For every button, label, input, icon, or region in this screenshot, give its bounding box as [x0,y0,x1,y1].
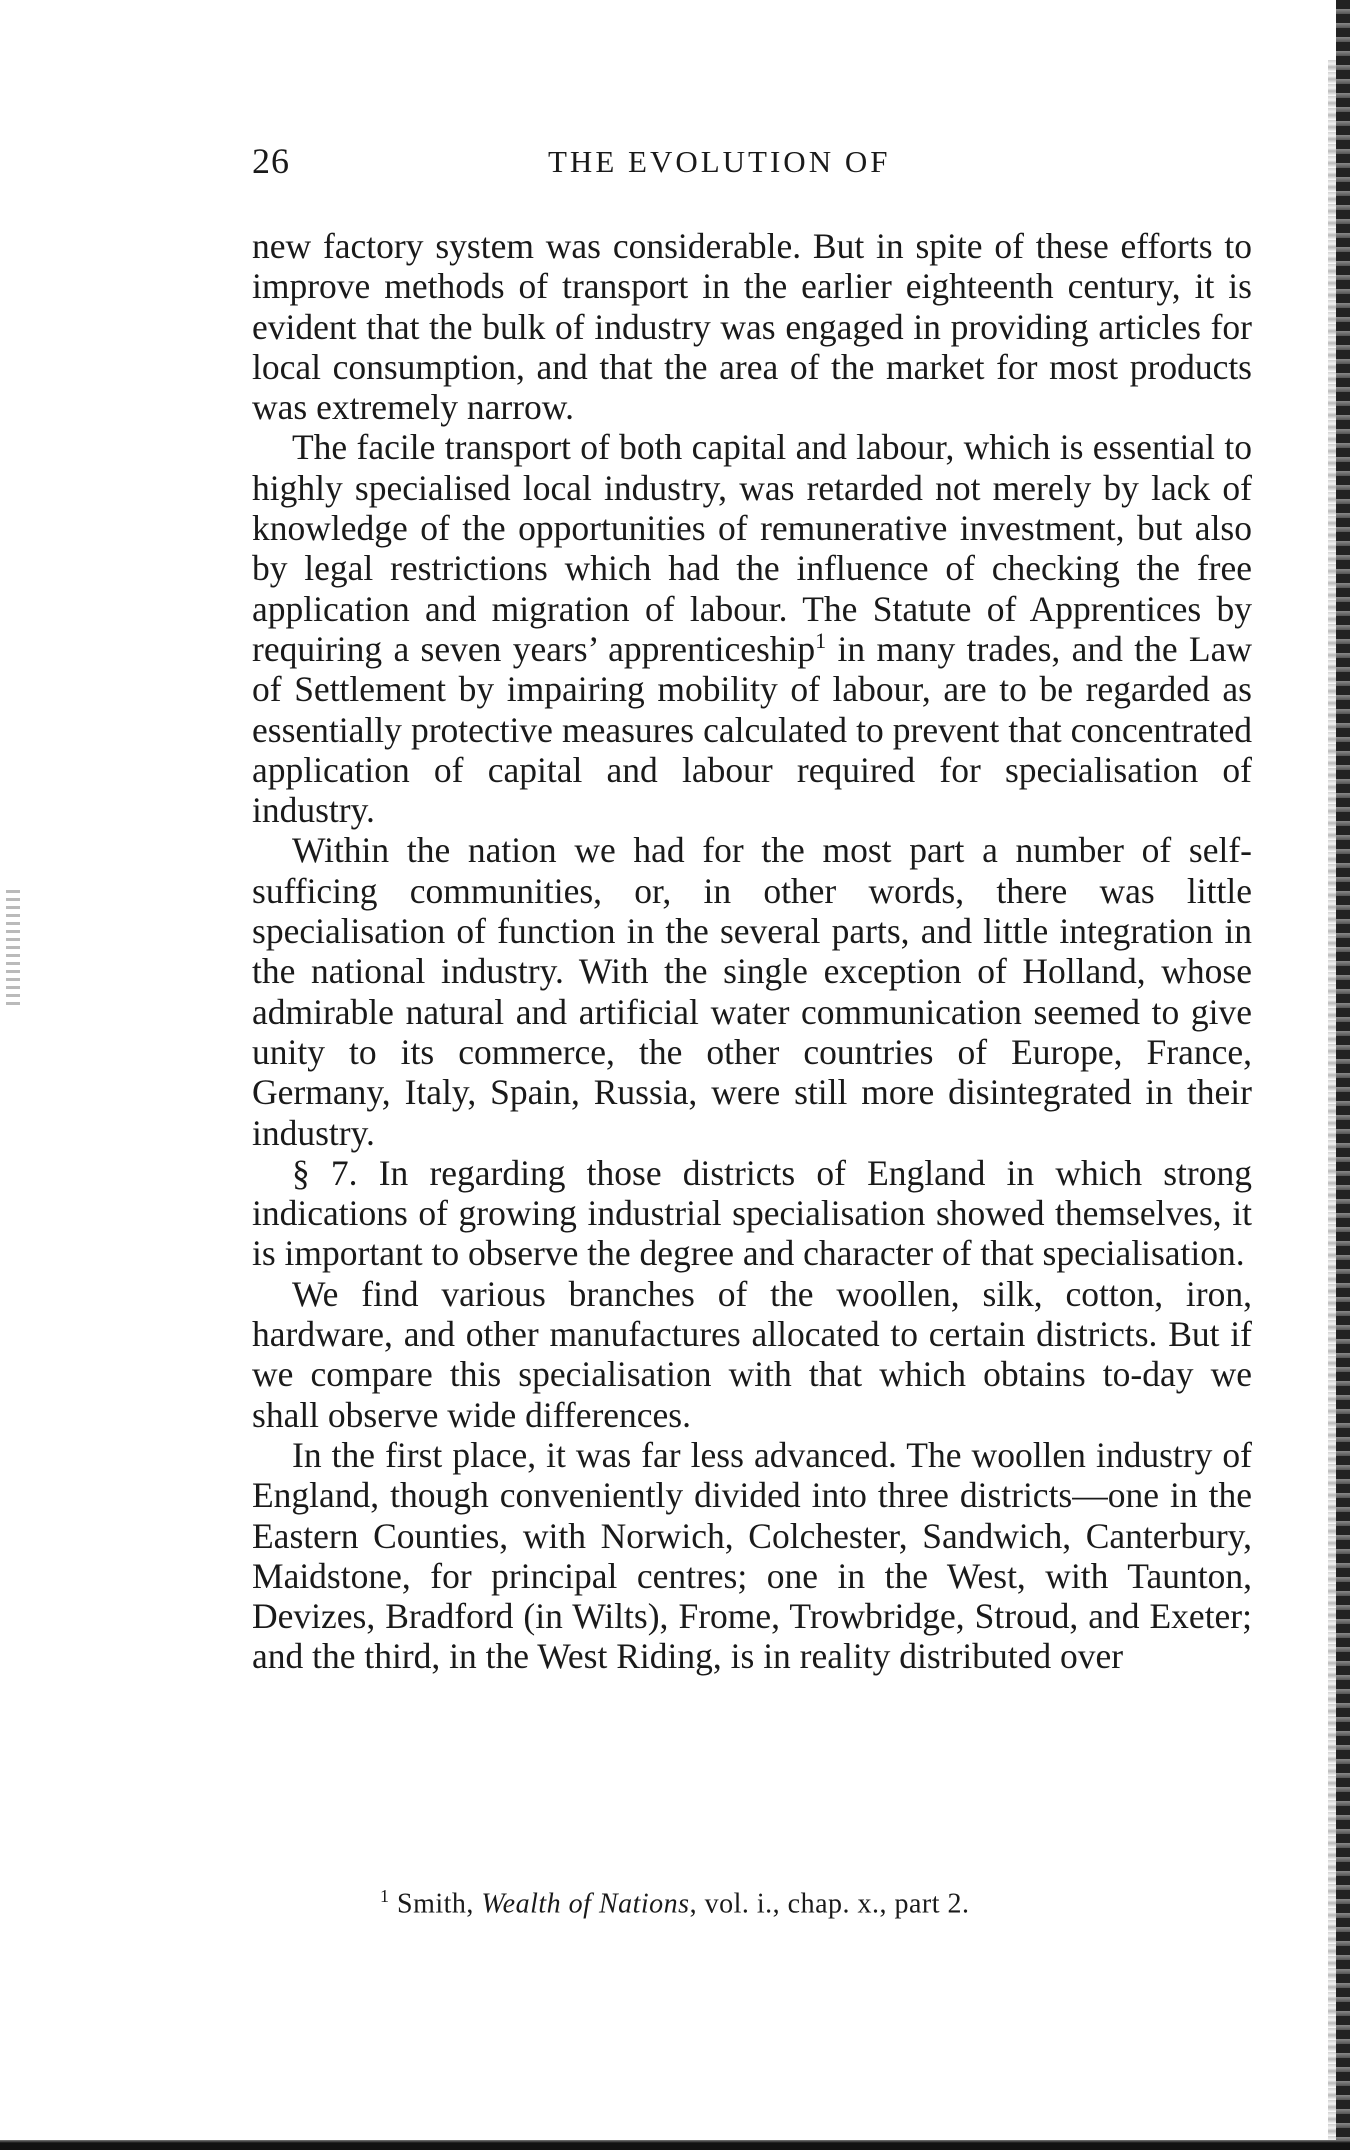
body-text [252,226,1252,1677]
paragraph-4-section-7: § 7. In regarding those districts of England in which strong indications of growing industrial specialisation showed themselves, it is important to observe the degree and character of that specialisation. [252,1152,1252,1274]
running-head [252,140,1252,190]
running-title: THE EVOLUTION OF [548,144,891,179]
footnote-marker: 1 [380,1886,390,1906]
footnote-author: Smith, [389,1888,482,1920]
gutter-marks [6,890,20,1010]
footnote-title: Wealth of Nations [481,1888,690,1920]
footnote-reference[interactable]: 1 [815,628,827,654]
paragraph-2-part-a: The facile transport of both capital and labour, which is essential to highly specialised local industry, was retarded not merely by lack of knowledge of the opportunities of remunerative investment, but also by legal restrictions which had the influence of checking the free application and migration of labour. The Statute of Apprentices by requiring a seven years’ apprenticeship [252,427,1252,669]
paragraph-6: In the first place, it was far less advanced. The woollen industry of England, though conveniently divided into three districts—one in the Eastern Counties, with Norwich, Colchester, Sandwich, Canterbury, Maidstone, for principal centres; one in the West, with Taunton, Devizes, Bradford (in Wilts), Frome, Trowbridge, Stroud, and Exeter; and the third, in the West Riding, is in reality distributed over [252,1434,1252,1677]
scan-edge-shadow [1328,60,1336,2140]
page-number: 26 [252,141,290,181]
paragraph-1: new factory system was considerable. But in spite of these efforts to improve methods of transport in the earlier eighteenth century, it is evident that the bulk of industry was engaged in providing articles for local consumption, and that the area of the market for most products was extremely narrow. [252,226,1252,428]
footnote-citation: , vol. i., chap. x., part 2. [689,1888,970,1920]
paragraph-3: Within the nation we had for the most part a number of self-sufficing communities, or, in other words, there was little specialisation of function in the several parts, and little integration in the national industry. With the single exception of Holland, whose admirable natural and artificial water communication seemed to give unity to its commerce, the other countries of Europe, France, Germany, Italy, Spain, Russia, were still more disintegrated in their industry. [252,830,1252,1153]
paragraph-2 [252,427,1252,830]
footnote [380,1886,970,1920]
paragraph-5: We find various branches of the woollen, silk, cotton, iron, hardware, and other manufactures allocated to certain districts. But if we compare this specialisation with that which obtains to-day we shall observe wide differences. [252,1273,1252,1435]
scan-edge-bottom [0,2140,1350,2150]
scan-edge-right [1336,0,1350,2150]
paragraph-2-part-b: in many trades, and the Law of Settlement by impairing mobility of labour, are to be regarded as essentially protective measures calculated to prevent that concentrated application of capital and labour required for specialisation of industry. [252,628,1252,831]
